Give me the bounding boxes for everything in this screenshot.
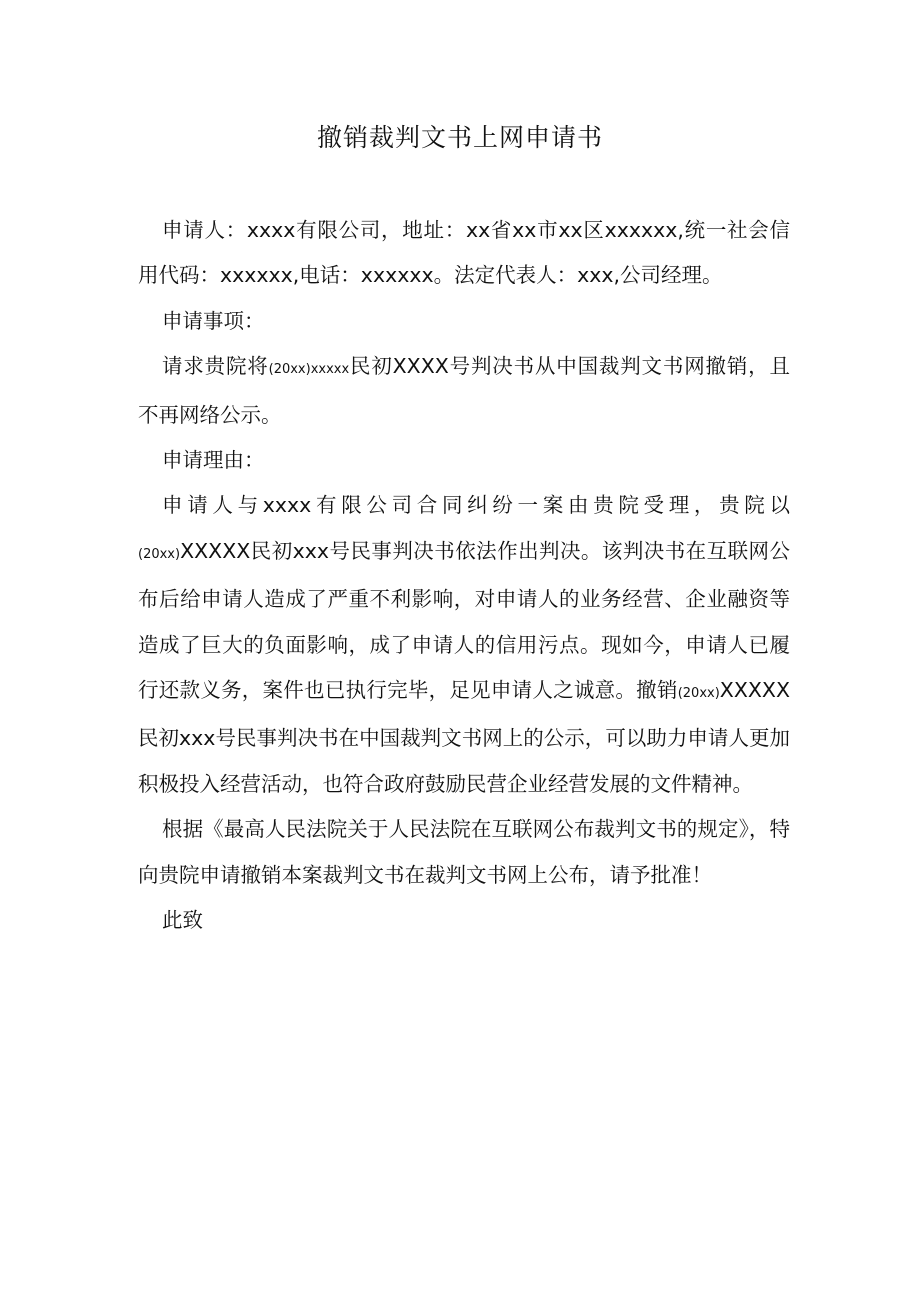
basis-text: 根据《最高人民法院关于人民法院在互联网公布裁判文书的规定》，特向贵院申请撤销本案裁判文书在裁判文书网上公布，请予批准！ xyxy=(138,817,790,887)
closing-text: 此致 xyxy=(162,908,203,933)
reasons-year-small-1: (20xx) xyxy=(138,546,181,562)
matters-heading-text: 申请事项： xyxy=(162,308,265,333)
paragraph-reasons xyxy=(138,483,790,807)
paragraph-matters xyxy=(138,344,790,438)
paragraph-matters-heading xyxy=(138,299,790,344)
reasons-text-2: XXXXX民初xxx号民事判决书依法作出判决。该判决书在互联网公布后给申请人造成了严重不利影响，对申请人的业务经营、企业融资等造成了巨大的负面影响，成了申请人的信用污点。现如今，申请人已履行还款义务，案件也已执行完毕，足见申请人之诚意。撤销 xyxy=(138,538,790,703)
paragraph-closing xyxy=(138,898,790,943)
matters-text-1: 请求贵院将 xyxy=(162,354,269,379)
paragraph-basis xyxy=(138,807,790,898)
document-body xyxy=(138,208,790,944)
paragraph-applicant xyxy=(138,208,790,299)
reasons-text-3: XXXXX民初xxx号民事判决书在中国裁判文书网上的公示，可以助力申请人更加积极投入经营活动，也符合政府鼓励民营企业经营发展的文件精神。 xyxy=(138,678,790,796)
paragraph-reasons-heading xyxy=(138,438,790,483)
reasons-heading-text: 申请理由： xyxy=(162,448,265,473)
reasons-text-1: 申请人与xxxx有限公司合同纠纷一案由贵院受理，贵院以 xyxy=(162,493,790,518)
reasons-year-small-2: (20xx) xyxy=(677,686,720,702)
document-title: 撤销裁判文书上网申请书 xyxy=(316,123,603,152)
matters-case-number-small: (20xx)xxxxx xyxy=(268,362,350,378)
applicant-text: 申请人：xxxx有限公司，地址：xx省xx市xx区xxxxxx,统一社会信用代码：xxxxxx,电话：xxxxxx。法定代表人：xxx,公司经理。 xyxy=(138,218,790,288)
matters-text-2: 民初XXXX号判决书从中国裁判文书网撤销，且不再网络公示。 xyxy=(138,354,790,427)
